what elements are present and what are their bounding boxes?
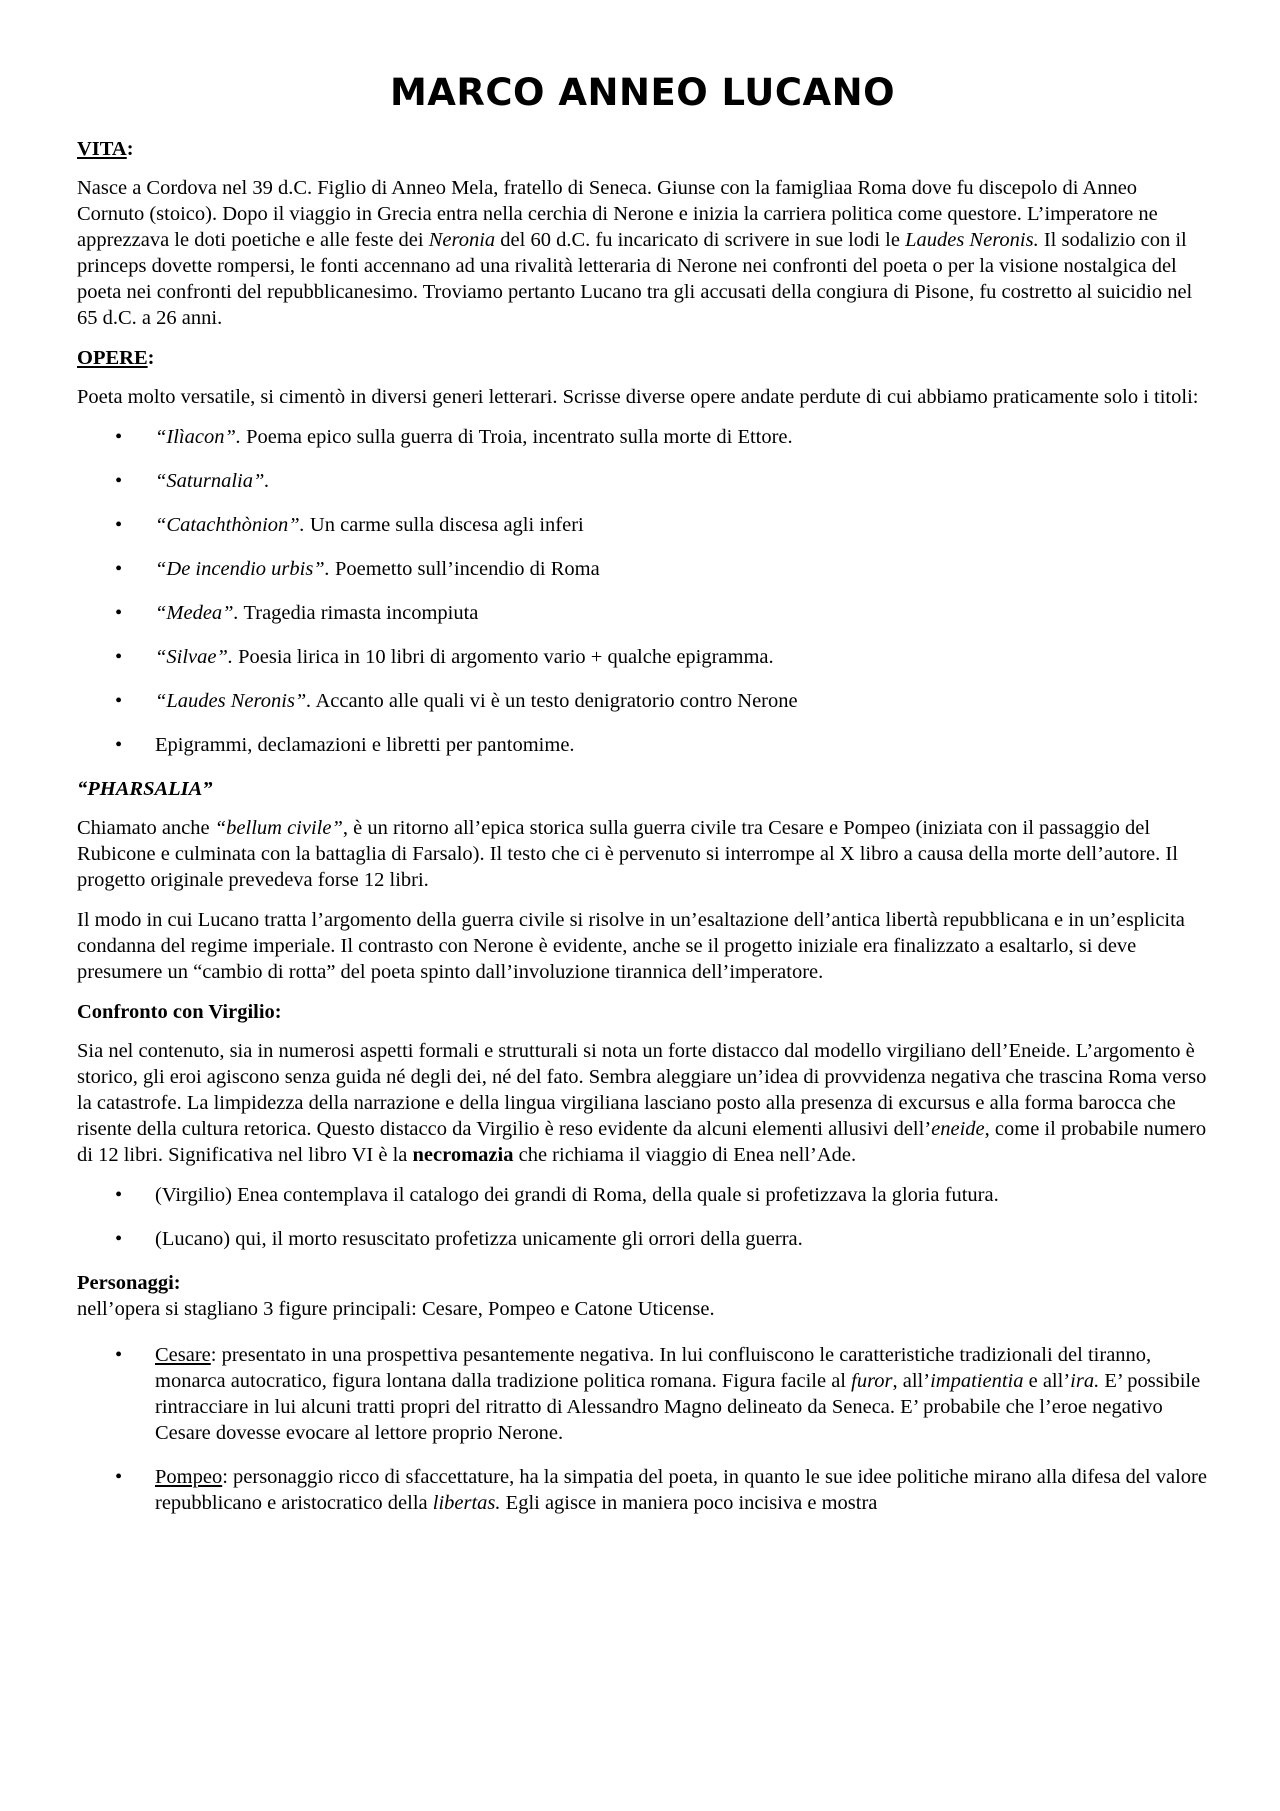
pharsalia-paragraph-2: Il modo in cui Lucano tratta l’argomento della guerra civile si risolve in un’esaltazione dell’antica libertà repubblicana e in un’esplicita condanna del regime imperiale. Il contrasto con Nerone è evidente, anche se il progetto iniziale era finalizzato a esaltarlo, si deve presumere un “cambio di rotta” del poeta spinto dall’involuzione tirannica dell’imperatore. <box>77 909 1185 983</box>
list-item: • “Saturnalia”. <box>77 468 1208 494</box>
list-item: • “Catachthònion”. Un carme sulla discesa agli inferi <box>77 512 1208 538</box>
virgilio-list <box>77 1182 1208 1252</box>
opere-list <box>77 424 1208 758</box>
section-heading-vita: VITA: <box>77 138 134 160</box>
pharsalia-paragraph-1: Chiamato anche “bellum civile”, è un ritorno all’epica storica sulla guerra civile tra Cesare e Pompeo (iniziata con il passaggio del Rubicone e culminata con la battaglia di Farsalo). Il testo che ci è pervenuto si interrompe al X libro a causa della morte dell’autore. Il progetto originale prevedeva forse 12 libri. <box>77 817 1178 891</box>
list-item: • “Silvae”. Poesia lirica in 10 libri di argomento vario + qualche epigramma. <box>77 644 1208 670</box>
list-item: • “Medea”. Tragedia rimasta incompiuta <box>77 600 1208 626</box>
vita-paragraph: Nasce a Cordova nel 39 d.C. Figlio di Anneo Mela, fratello di Seneca. Giunse con la famigliaa Roma dove fu discepolo di Anneo Cornuto (stoico). Dopo il viaggio in Grecia entra nella cerchia di Nerone e inizia la carriera politica come questore. L’imperatore ne apprezzava le doti poetiche e alle feste dei Neronia del 60 d.C. fu incaricato di scrivere in sue lodi le Laudes Neronis. Il sodalizio con il princeps dovette rompersi, le fonti accennano ad una rivalità letteraria di Nerone nei confronti del poeta o per la visione nostalgica del poeta nei confronti del repubblicanesimo. Troviamo pertanto Lucano tra gli accusati della congiura di Pisone, fu costretto al suicidio nel 65 d.C. a 26 anni. <box>77 177 1193 329</box>
page-title: MARCO ANNEO LUCANO <box>389 71 896 114</box>
section-heading-personaggi: Personaggi: <box>77 1272 181 1294</box>
section-heading-virgilio: Confronto con Virgilio: <box>77 1001 282 1023</box>
list-item: • Epigrammi, declamazioni e libretti per pantomime. <box>77 732 1208 758</box>
section-heading-pharsalia: “PHARSALIA” <box>77 778 213 800</box>
personaggi-list <box>77 1342 1208 1516</box>
list-item-cesare: • Cesare: presentato in una prospettiva pesantemente negativa. In lui confluiscono le caratteristiche tradizionali del tiranno, monarca autocratico, figura lontana dalla tradizione politica romana. Figura facile al furor, all’impatientia e all’ira. E’ possibile rintracciare in lui alcuni tratti propri del ritratto di Alessandro Magno delineato da Seneca. E’ probabile che l’eroe negativo Cesare dovesse evocare al lettore proprio Nerone. <box>77 1342 1208 1446</box>
list-item: • “Ilìacon”. Poema epico sulla guerra di Troia, incentrato sulla morte di Ettore. <box>77 424 1208 450</box>
list-item: • (Lucano) qui, il morto resuscitato profetizza unicamente gli orrori della guerra. <box>77 1226 1208 1252</box>
section-heading-opere: OPERE: <box>77 347 155 369</box>
list-item-pompeo: • Pompeo: personaggio ricco di sfaccettature, ha la simpatia del poeta, in quanto le sue idee politiche mirano alla difesa del valore repubblicano e aristocratico della libertas. Egli agisce in maniera poco incisiva e mostra <box>77 1464 1208 1516</box>
list-item: • “De incendio urbis”. Poemetto sull’incendio di Roma <box>77 556 1208 582</box>
list-item: • (Virgilio) Enea contemplava il catalogo dei grandi di Roma, della quale si profetizzava la gloria futura. <box>77 1182 1208 1208</box>
list-item: • “Laudes Neronis”. Accanto alle quali vi è un testo denigratorio contro Nerone <box>77 688 1208 714</box>
opere-intro: Poeta molto versatile, si cimentò in diversi generi letterari. Scrisse diverse opere andate perdute di cui abbiamo praticamente solo i titoli: <box>77 386 1199 408</box>
virgilio-paragraph: Sia nel contenuto, sia in numerosi aspetti formali e strutturali si nota un forte distacco dal modello virgiliano dell’Eneide. L’argomento è storico, gli eroi agiscono senza guida né degli dei, né del fato. Sembra aleggiare un’idea di provvidenza negativa che trascina Roma verso la catastrofe. La limpidezza della narrazione e della lingua virgiliana lasciano posto alla presenza di excursus e alla forma barocca che risente della cultura retorica. Questo distacco da Virgilio è reso evidente da alcuni elementi allusivi dell’eneide, come il probabile numero di 12 libri. Significativa nel libro VI è la necromazia che richiama il viaggio di Enea nell’Ade. <box>77 1040 1207 1166</box>
personaggi-intro: nell’opera si stagliano 3 figure principali: Cesare, Pompeo e Catone Uticense. <box>77 1298 715 1320</box>
